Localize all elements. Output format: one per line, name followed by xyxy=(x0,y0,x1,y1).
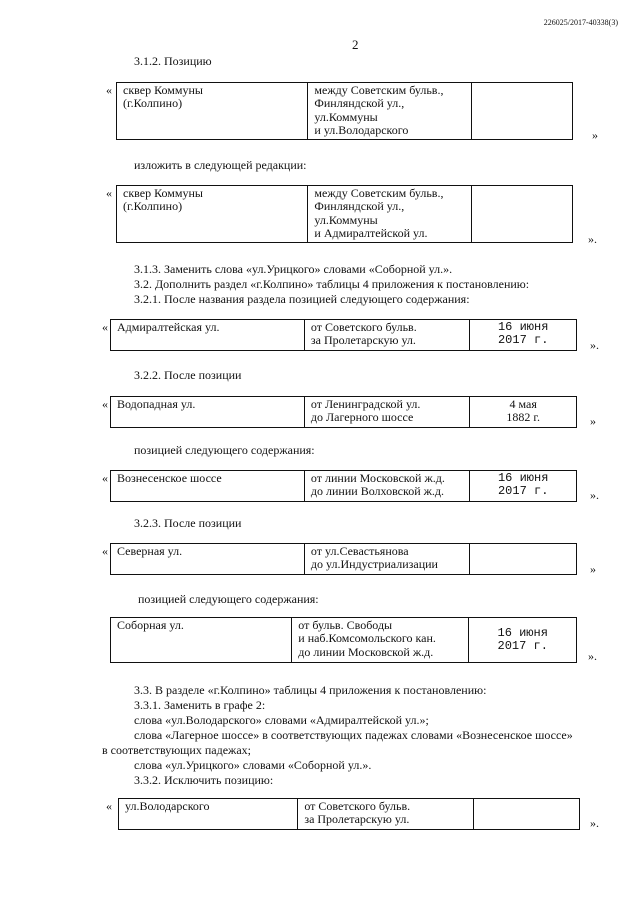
cell-date xyxy=(469,618,577,663)
cell-line: от бульв. Свободы xyxy=(298,618,393,632)
close-quote: » xyxy=(590,562,596,576)
cell-line: за Пролетарскую ул. xyxy=(310,333,416,348)
paragraph-words-2-cont: в соответствующих падежах; xyxy=(102,743,251,757)
cell-line: (г.Колпино) xyxy=(123,199,183,214)
cell-line: от Советского бульв. xyxy=(310,320,417,334)
paragraph-3-3-2: 3.3.2. Исключить позицию: xyxy=(134,773,274,787)
cell-line: Финляндской ул., xyxy=(314,96,405,111)
close-quote: ». xyxy=(590,816,599,830)
cell-name xyxy=(111,618,292,663)
cell-line: от линии Московской ж.д. xyxy=(310,471,445,485)
close-quote: » xyxy=(590,414,596,428)
cell-line: ул.Коммуны xyxy=(314,212,378,227)
open-quote: « xyxy=(102,544,108,558)
cell-line: Вознесенское шоссе xyxy=(117,471,222,485)
cell-line: от Советского бульв. xyxy=(304,799,411,813)
paragraph-3-1-2: 3.1.2. Позицию xyxy=(134,54,212,68)
open-quote: « xyxy=(106,186,112,200)
cell-name xyxy=(111,544,305,575)
cell-bounds xyxy=(304,320,469,351)
table-vodopadnaya xyxy=(110,396,577,428)
table-admiralteyskaya xyxy=(110,319,577,351)
close-quote: ». xyxy=(590,338,599,352)
cell-date xyxy=(470,471,577,502)
cell-line: до линии Московской ж.д. xyxy=(298,644,434,659)
table-volodarskogo xyxy=(118,798,580,830)
cell-line: 1882 г. xyxy=(506,410,540,425)
paragraph-3-2-1: 3.2.1. После названия раздела позицией следующего содержания: xyxy=(134,292,470,306)
cell-name xyxy=(117,186,308,243)
open-quote: « xyxy=(102,471,108,485)
cell-date xyxy=(470,320,577,351)
cell-bounds xyxy=(308,186,471,243)
table-severnaya xyxy=(110,543,577,575)
table-position-new xyxy=(116,185,573,243)
paragraph-words-2: слова «Лагерное шоссе» в соответствующих падежах словами «Вознесенское шоссе» xyxy=(134,728,573,742)
cell-line: 16 июня xyxy=(497,471,549,485)
close-quote: » xyxy=(592,128,598,142)
cell-date xyxy=(470,397,577,428)
paragraph-words-3: слова «ул.Урицкого» словами «Соборной ул.». xyxy=(134,758,372,772)
cell-line: ул.Володарского xyxy=(125,799,210,813)
paragraph-position-2: позицией следующего содержания: xyxy=(138,592,319,606)
close-quote: ». xyxy=(588,649,597,663)
cell-line: 2017 г. xyxy=(497,333,549,348)
cell-line: и наб.Комсомольского кан. xyxy=(298,631,436,646)
cell-line: Соборная ул. xyxy=(117,618,184,632)
cell-date xyxy=(473,799,579,830)
cell-name xyxy=(117,83,308,140)
table-voznesenskoe xyxy=(110,470,577,502)
cell-line: от ул.Севастьянова xyxy=(310,544,409,558)
paragraph-words-1: слова «ул.Володарского» словами «Адмиралтейской ул.»; xyxy=(134,713,429,727)
cell-line: от Ленинградской ул. xyxy=(310,397,421,411)
document-number: 226025/2017-40338(3) xyxy=(543,18,618,27)
cell-bounds xyxy=(304,397,469,428)
paragraph-3-2-3: 3.2.3. После позиции xyxy=(134,516,242,530)
cell-line: 4 мая xyxy=(509,397,537,411)
open-quote: « xyxy=(102,320,108,334)
open-quote: « xyxy=(106,799,112,813)
cell-line: 2017 г. xyxy=(497,484,549,499)
cell-line: между Советским бульв., xyxy=(314,186,444,200)
page-number: 2 xyxy=(352,37,359,52)
cell-line: до ул.Индустриализации xyxy=(310,557,438,572)
cell-line: до Лагерного шоссе xyxy=(310,410,414,425)
cell-bounds xyxy=(292,618,469,663)
paragraph-3-3-1: 3.3.1. Заменить в графе 2: xyxy=(134,698,266,712)
cell-date xyxy=(471,83,572,140)
cell-date xyxy=(471,186,572,243)
cell-name xyxy=(111,320,305,351)
paragraph-3-2-2: 3.2.2. После позиции xyxy=(134,368,242,382)
table-position-old xyxy=(116,82,573,140)
cell-line: за Пролетарскую ул. xyxy=(304,812,410,827)
cell-line: 2017 г. xyxy=(497,639,548,653)
cell-date xyxy=(470,544,577,575)
close-quote: ». xyxy=(588,232,597,246)
cell-line: сквер Коммуны xyxy=(123,83,203,97)
cell-line: до линии Волховской ж.д. xyxy=(310,484,445,499)
close-quote: ». xyxy=(590,488,599,502)
cell-name xyxy=(111,397,305,428)
cell-bounds xyxy=(308,83,471,140)
cell-line: сквер Коммуны xyxy=(123,186,203,200)
cell-line: 16 июня xyxy=(497,320,549,334)
cell-line: (г.Колпино) xyxy=(123,96,183,111)
paragraph-3-1-3: 3.1.3. Заменить слова «ул.Урицкого» словами «Соборной ул.». xyxy=(134,262,453,276)
cell-bounds xyxy=(304,471,469,502)
paragraph-3-3: 3.3. В разделе «г.Колпино» таблицы 4 приложения к постановлению: xyxy=(134,683,487,697)
cell-line: и ул.Володарского xyxy=(314,123,409,138)
cell-line: 16 июня xyxy=(497,625,548,640)
cell-name xyxy=(111,471,305,502)
cell-line: Адмиралтейская ул. xyxy=(117,320,220,334)
cell-line: Северная ул. xyxy=(117,544,183,558)
paragraph-position-1: позицией следующего содержания: xyxy=(134,443,315,457)
paragraph-3-2: 3.2. Дополнить раздел «г.Колпино» таблицы 4 приложения к постановлению: xyxy=(134,277,530,291)
cell-line: Финляндской ул., xyxy=(314,199,405,214)
open-quote: « xyxy=(102,397,108,411)
cell-name xyxy=(119,799,298,830)
table-sobornaya xyxy=(110,617,577,663)
cell-line: Водопадная ул. xyxy=(117,397,196,411)
cell-bounds xyxy=(304,544,469,575)
cell-line: и Адмиралтейской ул. xyxy=(314,226,428,241)
cell-bounds xyxy=(298,799,473,830)
cell-line: между Советским бульв., xyxy=(314,83,444,97)
cell-line: ул.Коммуны xyxy=(314,109,378,124)
paragraph-edit: изложить в следующей редакции: xyxy=(134,158,307,172)
open-quote: « xyxy=(106,83,112,97)
